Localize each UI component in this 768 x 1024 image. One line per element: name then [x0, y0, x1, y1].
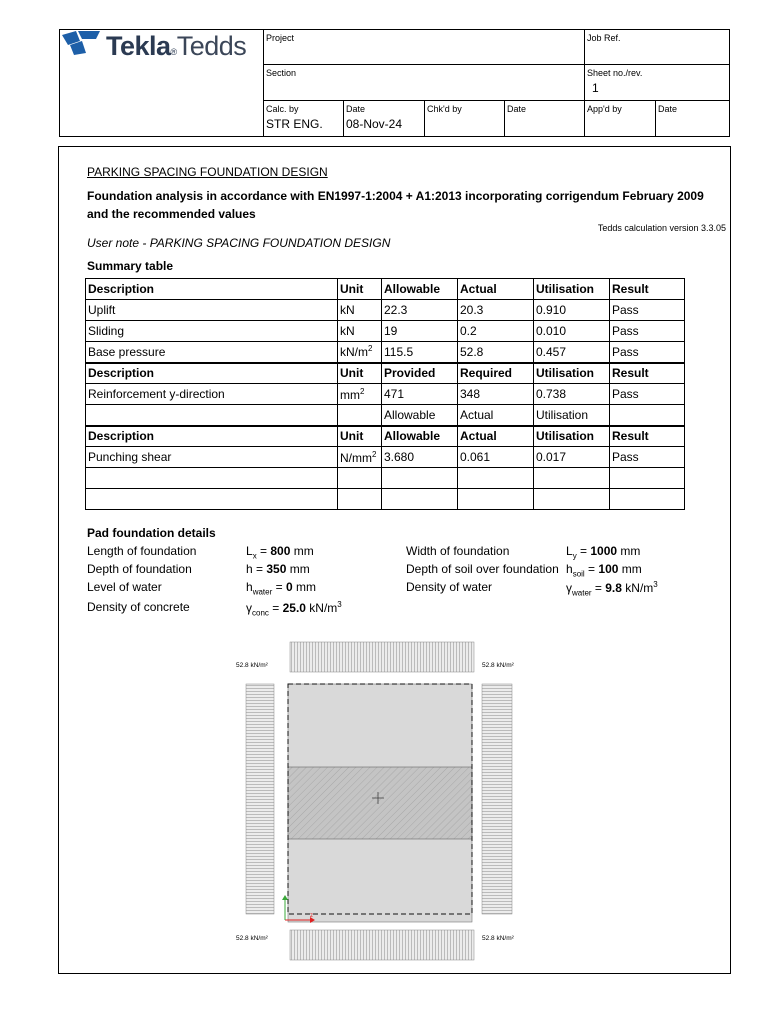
calcby-label: Calc. by — [266, 104, 299, 114]
cell: 0.910 — [534, 300, 610, 321]
cell — [534, 489, 610, 510]
top-pressure-strip — [290, 642, 474, 672]
cell: $N/mm^2$ — [338, 447, 382, 468]
pressure-label-tr: 52.8 kN/m² — [482, 662, 514, 669]
cell: 471 — [382, 384, 458, 405]
table-row — [86, 447, 685, 468]
cell: 0.2 — [458, 321, 534, 342]
cell: 19 — [382, 321, 458, 342]
sheet-label: Sheet no./rev. — [587, 68, 643, 78]
section-label: Section — [266, 68, 297, 78]
table-header-row — [86, 426, 685, 447]
length-label: Length of foundation — [87, 544, 197, 558]
date-value: 08-Nov-24 — [346, 117, 403, 131]
cell: Utilisation — [534, 405, 610, 426]
col-header: Utilisation — [534, 363, 610, 384]
col-header: Allowable — [382, 279, 458, 300]
cell: 348 — [458, 384, 534, 405]
cell — [382, 468, 458, 489]
cell — [86, 405, 338, 426]
table-row — [86, 342, 685, 363]
cell — [534, 468, 610, 489]
col-header: Provided — [382, 363, 458, 384]
soil-label: Depth of soil over foundation — [406, 562, 559, 576]
project-label: Project — [266, 33, 295, 43]
cell — [338, 468, 382, 489]
cell — [382, 489, 458, 510]
col-header: Description — [86, 426, 338, 447]
cell: 20.3 — [458, 300, 534, 321]
col-header: Unit — [338, 426, 382, 447]
cell: 115.5 — [382, 342, 458, 363]
cell — [338, 405, 382, 426]
header-divider — [343, 100, 344, 137]
header-divider — [584, 29, 585, 101]
cell: 0.457 — [534, 342, 610, 363]
version-text: Tedds calculation version 3.3.05 — [597, 223, 726, 233]
table-row — [86, 405, 685, 426]
cell — [338, 489, 382, 510]
col-header: Result — [610, 279, 685, 300]
cell: 0.017 — [534, 447, 610, 468]
cell: Punching shear — [86, 447, 338, 468]
cell: Sliding — [86, 321, 338, 342]
header-divider — [263, 64, 730, 65]
tekla-logo-icon — [62, 31, 102, 55]
cell: kN — [338, 300, 382, 321]
cell: Uplift — [86, 300, 338, 321]
cell: Pass — [610, 384, 685, 405]
water-density-label: Density of water — [406, 580, 493, 594]
col-header: Utilisation — [534, 426, 610, 447]
cell — [86, 489, 338, 510]
cell — [610, 468, 685, 489]
left-pressure-strip — [246, 684, 274, 914]
width-value: $L_y = 1000$ mm — [566, 544, 641, 561]
width-label: Width of foundation — [406, 544, 510, 558]
water-level-label: Level of water — [87, 580, 162, 594]
jobref-label: Job Ref. — [587, 33, 621, 43]
header-divider — [263, 29, 264, 137]
cell: 0.738 — [534, 384, 610, 405]
header-divider — [655, 100, 656, 137]
pressure-label-bl: 52.8 kN/m² — [236, 935, 268, 942]
header-divider — [504, 100, 505, 137]
cell: Base pressure — [86, 342, 338, 363]
chkd-date-label: Date — [507, 104, 527, 114]
pressure-label-tl: 52.8 kN/m² — [236, 662, 268, 669]
cell: 0.010 — [534, 321, 610, 342]
concrete-density-label: Density of concrete — [87, 600, 190, 614]
cell: Pass — [610, 300, 685, 321]
pressure-label-br: 52.8 kN/m² — [482, 935, 514, 942]
header-divider — [424, 100, 425, 137]
cell: 52.8 — [458, 342, 534, 363]
table-row — [86, 321, 685, 342]
length-value: $L_x = 800$ mm — [246, 544, 314, 561]
cell: kN — [338, 321, 382, 342]
table-row — [86, 489, 685, 510]
foundation-plan-diagram — [218, 636, 528, 966]
col-header: Unit — [338, 363, 382, 384]
calcby-value: STR ENG. — [266, 117, 323, 131]
depth-label: Depth of foundation — [87, 562, 192, 576]
table-header-row — [86, 279, 685, 300]
cell — [458, 489, 534, 510]
col-header: Description — [86, 279, 338, 300]
column-zone — [288, 767, 472, 839]
cell: Pass — [610, 447, 685, 468]
chkd-label: Chk'd by — [427, 104, 462, 114]
soil-value: $h_{soil} = 100$ mm — [566, 562, 642, 579]
water-level-value: $h_{water} = 0$ mm — [246, 580, 316, 597]
cell: 0.061 — [458, 447, 534, 468]
page-title: PARKING SPACING FOUNDATION DESIGN — [87, 165, 328, 179]
concrete-density-value: $\gamma_{conc} = 25.0$ $kN/m^3$ — [246, 600, 342, 618]
analysis-statement: Foundation analysis in accordance with EN1997-1:2004 + A1:2013 incorporating corrigendum February 2009 and the recommended values — [87, 189, 704, 221]
header-divider — [263, 100, 730, 101]
cell: Pass — [610, 321, 685, 342]
cell — [86, 468, 338, 489]
bottom-pressure-strip — [290, 930, 474, 960]
cell — [610, 489, 685, 510]
col-header: Required — [458, 363, 534, 384]
axis-z-label: z — [310, 913, 313, 919]
sheet-value: 1 — [592, 81, 599, 95]
table-row — [86, 384, 685, 405]
water-density-value: $\gamma_{water} = 9.8$ $kN/m^3$ — [566, 580, 658, 598]
summary-table — [85, 278, 685, 510]
appd-label: App'd by — [587, 104, 622, 114]
cell — [610, 405, 685, 426]
appd-date-label: Date — [658, 104, 678, 114]
table-row — [86, 468, 685, 489]
date-label: Date — [346, 104, 366, 114]
table-header-row — [86, 363, 685, 384]
cell: Allowable — [382, 405, 458, 426]
cell: 3.680 — [382, 447, 458, 468]
right-pressure-strip — [482, 684, 512, 914]
cell: Reinforcement y-direction — [86, 384, 338, 405]
cell: 22.3 — [382, 300, 458, 321]
col-header: Description — [86, 363, 338, 384]
pad-details-heading: Pad foundation details — [87, 526, 216, 540]
col-header: Actual — [458, 426, 534, 447]
summary-heading: Summary table — [87, 259, 174, 273]
cell: $mm^2$ — [338, 384, 382, 405]
col-header: Utilisation — [534, 279, 610, 300]
table-row — [86, 300, 685, 321]
header-divider — [584, 100, 585, 137]
user-note: User note - PARKING SPACING FOUNDATION DESIGN — [87, 236, 391, 250]
cell: Actual — [458, 405, 534, 426]
brand-logo-text: Tekla®Tedds — [106, 31, 247, 61]
depth-value: h = 350 mm — [246, 562, 310, 576]
cell: Pass — [610, 342, 685, 363]
col-header: Allowable — [382, 426, 458, 447]
cell — [458, 468, 534, 489]
cell: $kN/m^2$ — [338, 342, 382, 363]
col-header: Result — [610, 363, 685, 384]
col-header: Actual — [458, 279, 534, 300]
col-header: Result — [610, 426, 685, 447]
col-header: Unit — [338, 279, 382, 300]
